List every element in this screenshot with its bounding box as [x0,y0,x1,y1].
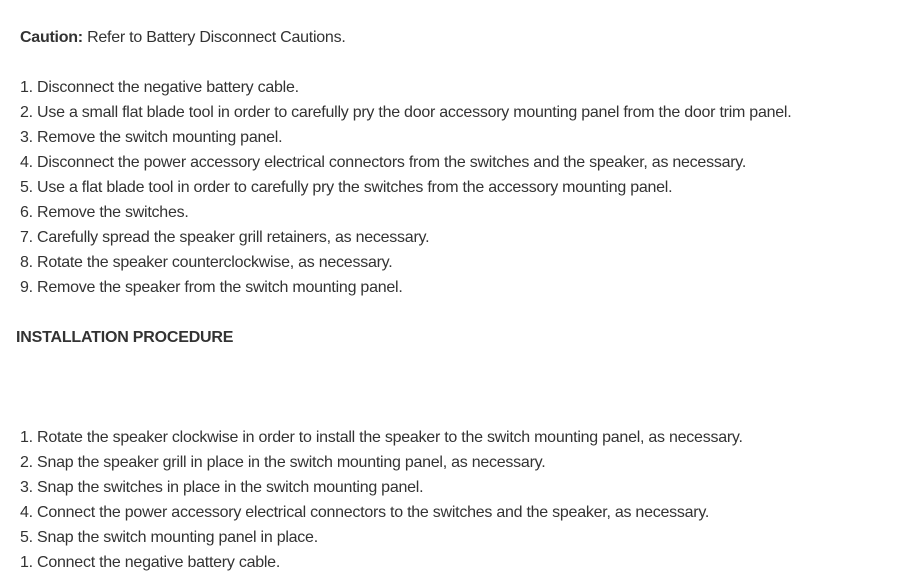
caution-text: Refer to Battery Disconnect Cautions. [87,29,346,46]
removal-step: 7. Carefully spread the speaker grill retainers, as necessary. [20,229,430,246]
removal-step: 2. Use a small flat blade tool in order to carefully pry the door accessory mounting panel from the door trim panel. [20,104,792,121]
caution-label: Caution: [20,29,83,46]
removal-step: 3. Remove the switch mounting panel. [20,129,283,146]
removal-step: 1. Disconnect the negative battery cable. [20,79,299,96]
installation-step: 1. Rotate the speaker clockwise in order to install the speaker to the switch mounting panel, as necessary. [20,429,743,446]
installation-steps-list [20,428,743,578]
installation-step: 5. Snap the switch mounting panel in place. [20,529,318,546]
removal-step: 9. Remove the speaker from the switch mounting panel. [20,279,403,296]
installation-step: 1. Connect the negative battery cable. [20,554,281,571]
installation-step: 4. Connect the power accessory electrical connectors to the switches and the speaker, as necessary. [20,504,710,521]
removal-step: 8. Rotate the speaker counterclockwise, as necessary. [20,254,393,271]
removal-step: 5. Use a flat blade tool in order to carefully pry the switches from the accessory mounting panel. [20,179,673,196]
caution-note [20,28,346,48]
installation-step: 3. Snap the switches in place in the switch mounting panel. [20,479,424,496]
installation-heading: INSTALLATION PROCEDURE [16,329,234,346]
removal-steps-list [20,78,791,303]
installation-step: 2. Snap the speaker grill in place in the switch mounting panel, as necessary. [20,454,546,471]
removal-step: 4. Disconnect the power accessory electrical connectors from the switches and the speaker, as necessary. [20,154,747,171]
removal-step: 6. Remove the switches. [20,204,189,221]
